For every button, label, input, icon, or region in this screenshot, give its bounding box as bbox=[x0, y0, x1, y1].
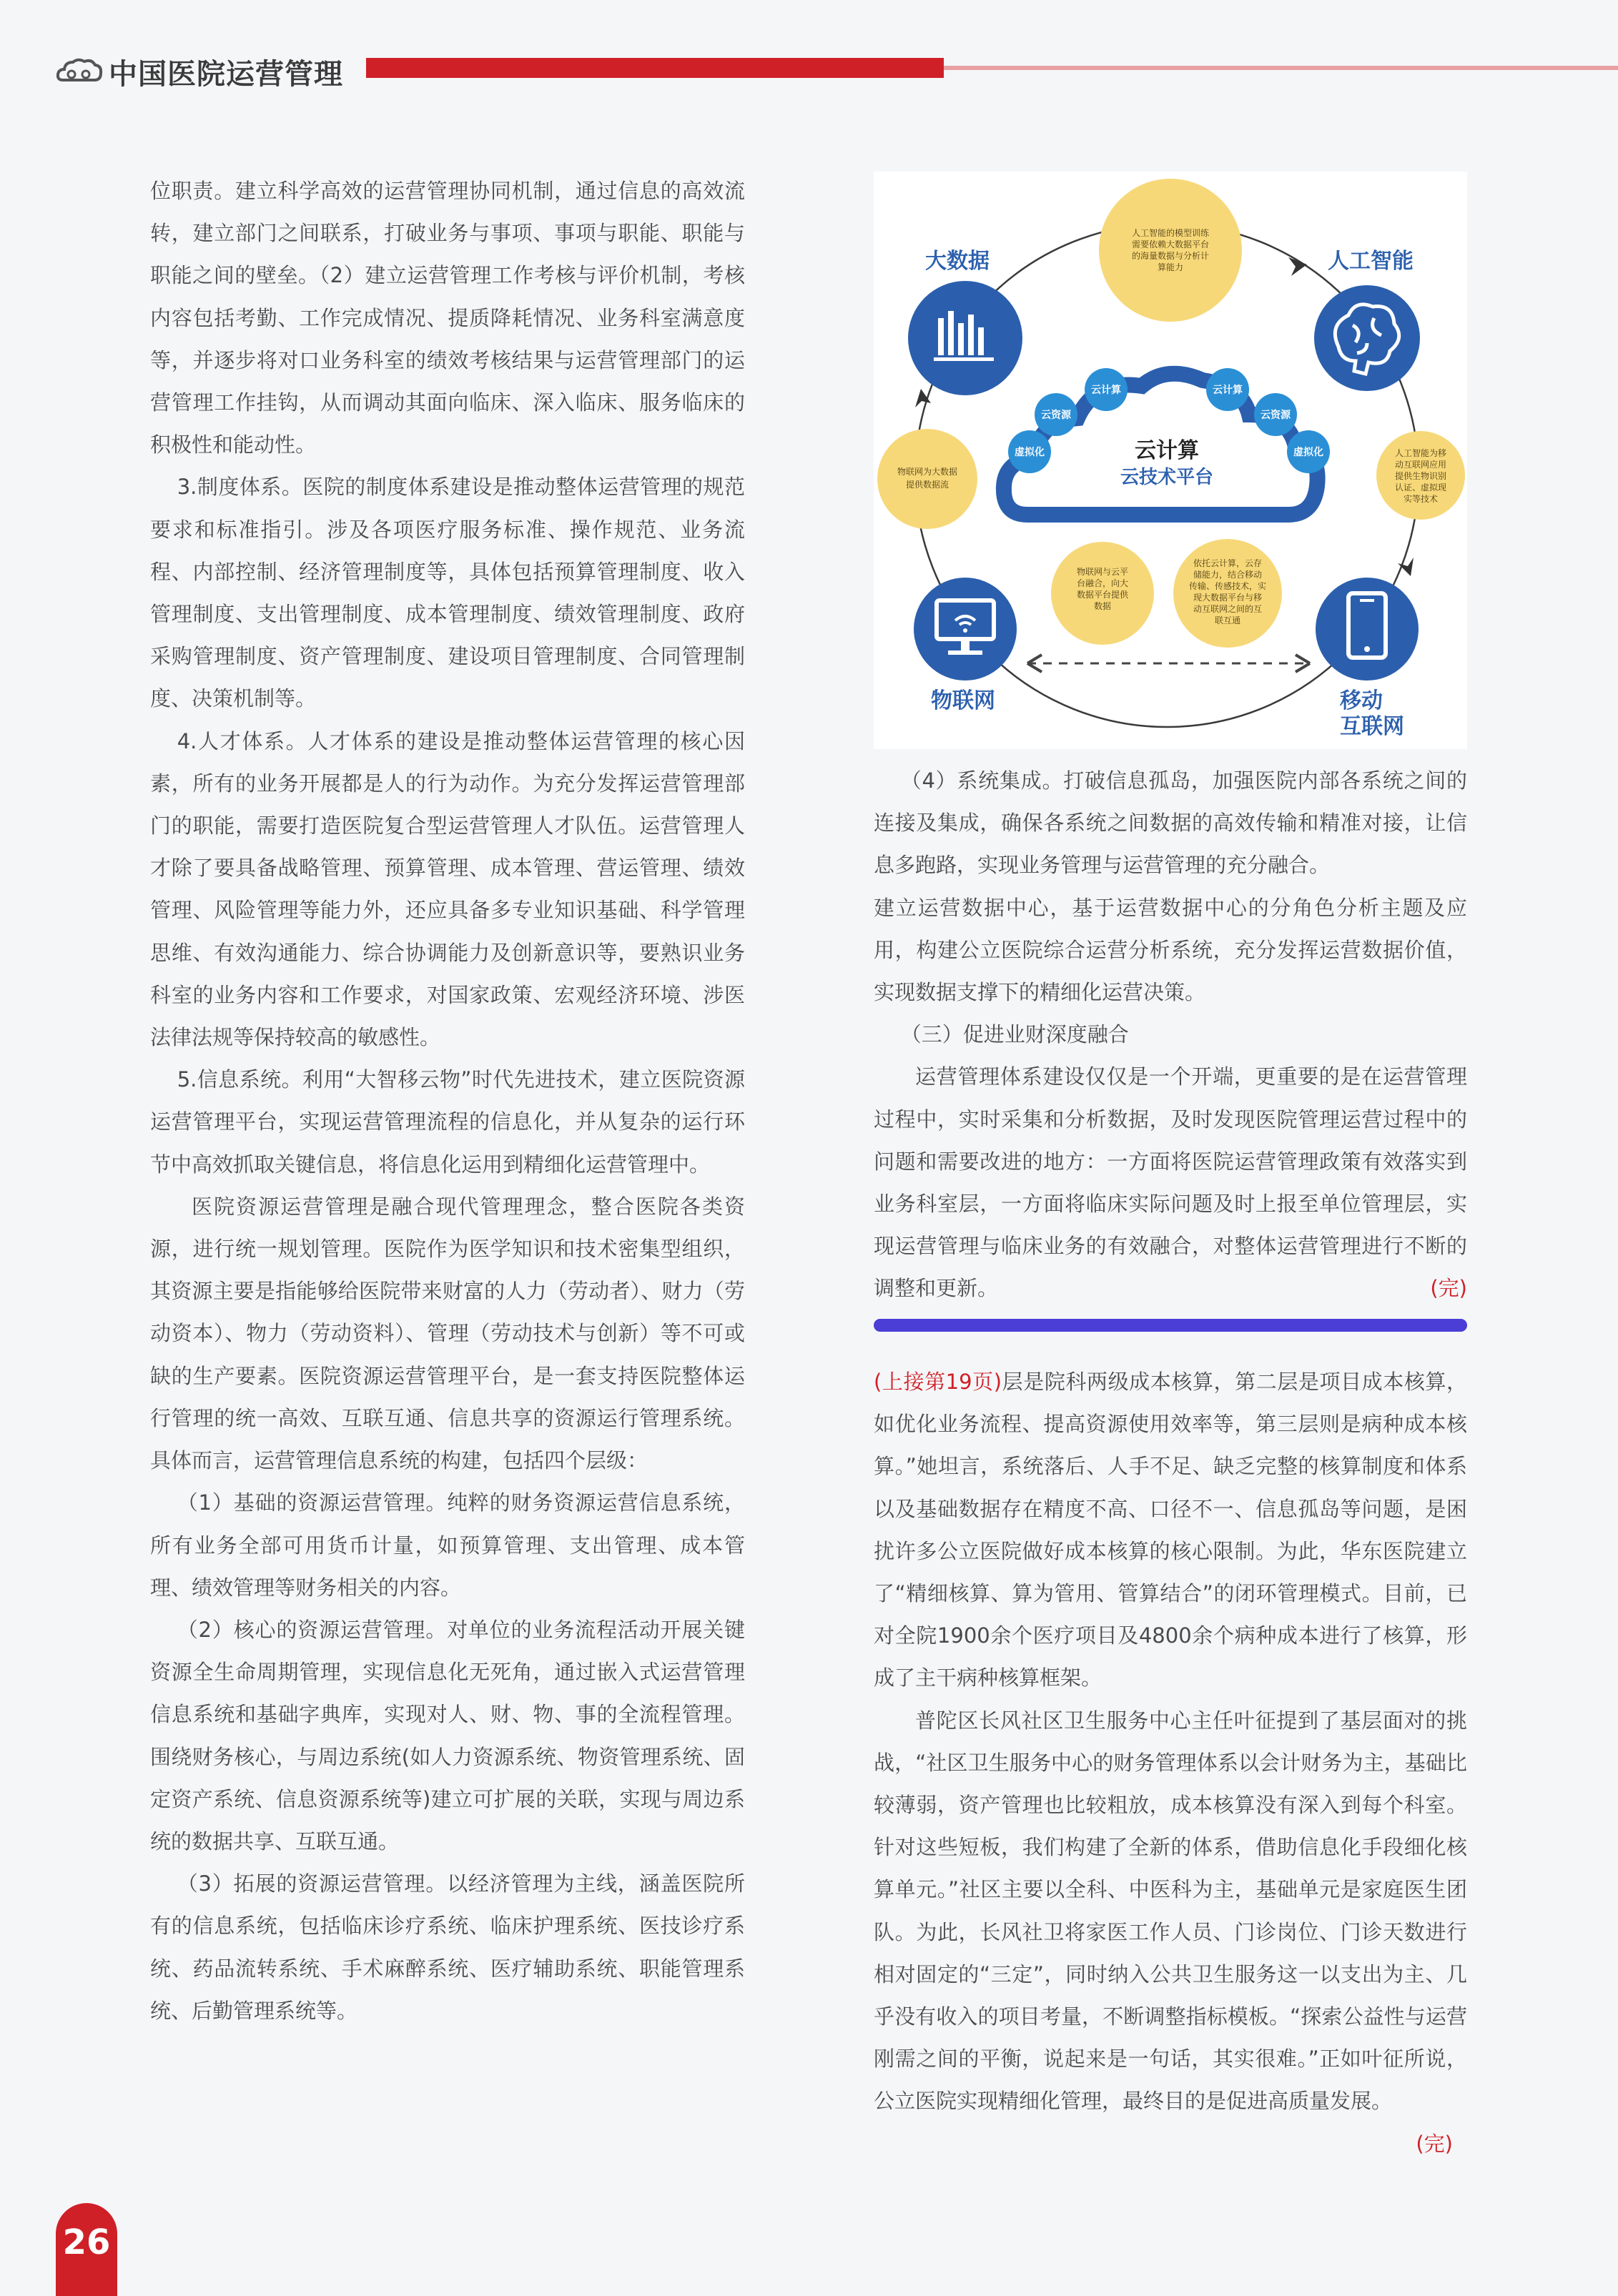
paragraph: （3）拓展的资源运营管理。以经济管理为主线，涵盖医院所有的信息系统，包括临床诊疗系统、临床护理系统、医技诊疗系统、药品流转系统、手术麻醉系统、医疗辅助系统、职能管理系统、后勤管理系统等。 bbox=[150, 1871, 745, 2023]
bubble-text: 人工智能的模型训练 bbox=[1131, 228, 1210, 238]
paragraph bbox=[874, 1056, 1467, 1310]
right-column-lower bbox=[874, 1361, 1467, 2165]
paragraph: 建立运营数据中心，基于运营数据中心的分角色分析主题及应用，构建公立医院综合运营分析系统，充分发挥运营数据价值，实现数据支撑下的精细化运营决策。 bbox=[874, 895, 1467, 1005]
bubble-text: 认证、虚拟现 bbox=[1394, 483, 1447, 493]
bubble-text: 传输、传感技术，实 bbox=[1188, 581, 1267, 591]
bubble-ai-bigdata bbox=[1099, 179, 1242, 322]
tag-label: 虚拟化 bbox=[1293, 447, 1323, 458]
bubble-text: 现大数据平台与移 bbox=[1193, 593, 1263, 603]
continued-from-label[interactable]: (上接第19页) bbox=[874, 1370, 1002, 1394]
bubble-text: 储能力，结合移动 bbox=[1193, 570, 1263, 580]
diagram-svg bbox=[874, 172, 1467, 749]
bubble-text: 数据 bbox=[1093, 601, 1112, 611]
bubble-text: 提供数据流 bbox=[905, 480, 949, 490]
cloud-logo-icon bbox=[56, 56, 103, 84]
bubble-iot-bigdata bbox=[877, 429, 977, 529]
ai-label: 人工智能 bbox=[1328, 249, 1414, 274]
paragraph-text: 普陀区长风社区卫生服务中心主任叶征提到了基层面对的挑战，“社区卫生服务中心的财务管理体系以会计财务为主，基础比较薄弱，资产管理也比较粗放，成本核算没有深入到每个科室。针对这些短板，我们构建了全新的体系，借助信息化手段细化核算单元。”社区主要以全科、中医科为主，基础单元是家庭医生团队。为此，长风社卫将家医工作人员、门诊岗位、门诊天数进行相对固定的“三定”，同时纳入公共卫生服务这一以支出为主、几乎没有收入的项目考量，不断调整指标模板。“探索公益性与运营刚需之间的平衡，说起来是一句话，其实很难。”正如叶征所说，公立医院实现精细化管理，最终目的是促进高质量发展。 bbox=[874, 1708, 1467, 2114]
mobile-label-line1: 移动 bbox=[1340, 688, 1383, 713]
ring-arrow bbox=[1398, 558, 1414, 576]
tag-label: 云资源 bbox=[1261, 410, 1291, 421]
paragraph: 医院资源运营管理是融合现代管理理念，整合医院各类资源，进行统一规划管理。医院作为医学知识和技术密集型组织，其资源主要是指能够给医院带来财富的人力（劳动者）、财力（劳动资本）、物力（劳动资料）、管理（劳动技术与创新）等不可或缺的生产要素。医院资源运营管理平台，是一套支持医院整体运行管理的统一高效、互联互通、信息共享的资源运行管理系统。具体而言，运营管理信息系统的构建，包括四个层级： bbox=[150, 1194, 745, 1473]
paragraph: 位职责。建立科学高效的运营管理协同机制，通过信息的高效流转，建立部门之间联系，打破业务与事项、事项与职能、职能与职能之间的壁垒。（2）建立运营管理工作考核与评价机制，考核内容包括考勤、工作完成情况、提质降耗情况、业务科室满意度等，并逐步将对口业务科室的绩效考核结果与运营管理部门的运营管理工作挂钩，从而调动其面向临床、深入临床、服务临床的积极性和能动性。 bbox=[150, 179, 745, 457]
header-accent-bar bbox=[366, 58, 944, 78]
paragraph-text: 层是院科两级成本核算，第二层是项目成本核算，如优化业务流程、提高资源使用效率等，第三层则是病种成本核算。”她坦言，系统落后、人手不足、缺乏完整的核算制度和体系以及基础数据存在精度不高、口径不一、信息孤岛等问题，是困扰许多公立医院做好成本核算的核心限制。为此，华东医院建立了“精细核算、算为管用、管算结合”的闭环管理模式。目前，已对全院1900余个医疗项目及4800余个病种成本进行了核算，形成了主干病种核算框架。 bbox=[874, 1370, 1467, 1691]
header-rule bbox=[944, 66, 1618, 70]
paragraph-text: 运营管理体系建设仅仅是一个开端，更重要的是在运营管理过程中，实时采集和分析数据，及时发现医院管理运营过程中的问题和需要改进的地方：一方面将医院运营管理政策有效落实到业务科室层，一方面将临床实际问题及时上报至单位管理层，实现运营管理与临床业务的有效融合，对整体运营管理进行不断的调整和更新。 bbox=[874, 1064, 1467, 1301]
mobile-label-line2: 互联网 bbox=[1340, 714, 1404, 739]
bubble-text: 依托云计算，云存 bbox=[1193, 558, 1263, 568]
big-data-label: 大数据 bbox=[925, 249, 990, 274]
bubble-text: 数据平台提供 bbox=[1076, 590, 1129, 600]
paragraph: 5.信息系统。利用“大智移云物”时代先进技术，建立医院资源运营管理平台，实现运营管理流程的信息化，并从复杂的运行环节中高效抓取关键信息，将信息化运用到精细化运营管理中。 bbox=[150, 1067, 745, 1177]
bubble-text: 人工智能为移 bbox=[1394, 448, 1447, 458]
article-separator bbox=[874, 1319, 1467, 1332]
bubble-text: 联互通 bbox=[1214, 615, 1241, 625]
tag-label: 云资源 bbox=[1041, 410, 1071, 421]
bubble-text: 物联网为大数据 bbox=[897, 467, 958, 477]
iot-label: 物联网 bbox=[931, 688, 995, 713]
ring-arrow bbox=[915, 389, 931, 407]
paragraph: （1）基础的资源运营管理。纯粹的财务资源运营信息系统，所有业务全部可用货币计量，如预算管理、支出管理、成本管理、绩效管理等财务相关的内容。 bbox=[150, 1490, 745, 1600]
paragraph bbox=[874, 1700, 1467, 2156]
right-column-upper bbox=[874, 760, 1467, 1310]
end-mark: (完) bbox=[1430, 1276, 1467, 1301]
bubble-text: 的海量数据与分析计 bbox=[1131, 251, 1210, 261]
journal-title: 中国医院运营管理 bbox=[109, 58, 343, 91]
left-column bbox=[150, 170, 745, 2032]
tag-label: 虚拟化 bbox=[1015, 447, 1045, 458]
technology-diagram bbox=[874, 172, 1467, 749]
bubble-text: 实等技术 bbox=[1403, 494, 1439, 504]
bubble-text: 动互联网之间的互 bbox=[1193, 604, 1263, 614]
page-number: 26 bbox=[56, 2203, 117, 2296]
section-heading: （三）促进业财深度融合 bbox=[900, 1022, 1129, 1047]
paragraph bbox=[874, 1361, 1467, 1700]
bubble-text: 物联网与云平 bbox=[1076, 567, 1129, 577]
bubble-text: 需要依赖大数据平台 bbox=[1131, 239, 1210, 249]
paragraph: （4）系统集成。打破信息孤岛，加强医院内部各系统之间的连接及集成，确保各系统之间数据的高效传输和精准对接，让信息多跑路，实现业务管理与运营管理的充分融合。 bbox=[874, 768, 1467, 878]
bubble-text: 提供生物识别 bbox=[1394, 471, 1447, 481]
paragraph: 3.制度体系。医院的制度体系建设是推动整体运营管理的规范要求和标准指引。涉及各项医疗服务标准、操作规范、业务流程、内部控制、经济管理制度等，具体包括预算管理制度、收入管理制度、支出管理制度、成本管理制度、绩效管理制度、政府采购管理制度、资产管理制度、建设项目管理制度、合同管理制度、决策机制等。 bbox=[150, 475, 745, 711]
tag-label: 云计算 bbox=[1213, 385, 1243, 396]
end-mark: (完) bbox=[1416, 2131, 1453, 2156]
big-data-node bbox=[908, 281, 1022, 395]
bubble-text: 算能力 bbox=[1157, 262, 1184, 272]
bubble-text: 动互联网应用 bbox=[1394, 460, 1447, 470]
paragraph: （2）核心的资源运营管理。对单位的业务流程活动开展关键资源全生命周期管理，实现信息化无死角，通过嵌入式运营管理信息系统和基础字典库，实现对人、财、物、事的全流程管理。围绕财务核心，与周边系统(如人力资源系统、物资管理系统、固定资产系统、信息资源系统等)建立可扩展的关联，实现与周边系统的数据共享、互联互通。 bbox=[150, 1617, 745, 1854]
cloud-subtitle: 云技术平台 bbox=[1120, 467, 1214, 488]
bubble-text: 台融合，向大 bbox=[1076, 578, 1129, 588]
cloud-title: 云计算 bbox=[1135, 438, 1199, 463]
tag-label: 云计算 bbox=[1091, 385, 1121, 396]
paragraph: 4.人才体系。人才体系的建设是推动整体运营管理的核心因素，所有的业务开展都是人的行为动作。为充分发挥运营管理部门的职能，需要打造医院复合型运营管理人才队伍。运营管理人才除了要具备战略管理、预算管理、成本管理、营运管理、绩效管理、风险管理等能力外，还应具备多专业知识基础、科学管理思维、有效沟通能力、综合协调能力及创新意识等，要熟识业务科室的业务内容和工作要求，对国家政策、宏观经济环境、涉医法律法规等保持较高的敏感性。 bbox=[150, 728, 745, 1050]
